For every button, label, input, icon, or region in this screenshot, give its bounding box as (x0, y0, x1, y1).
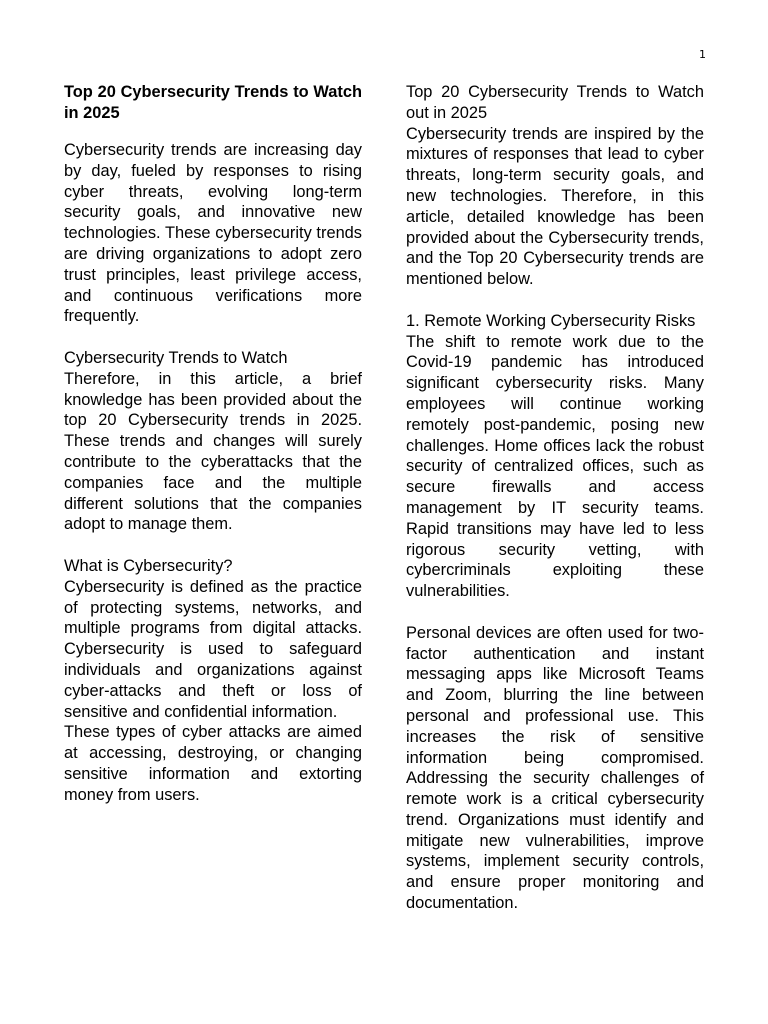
section-heading-what-is-cybersecurity: What is Cybersecurity? (64, 556, 233, 575)
what-is-cybersecurity-paragraph: Cybersecurity is defined as the practice of protecting systems, networks, and multiple programs from digital attacks. Cybersecurity is used to safeguard individuals and organizations against cyber-attacks and theft or loss of sensitive and confidential information. (64, 577, 362, 721)
personal-devices-paragraph: Personal devices are often used for two-factor authentication and instant messaging apps like Microsoft Teams and Zoom, blurring the line between personal and professional use. This increases the risk of sensitive information being compromised. Addressing the security challenges of remote work is a critical cybersecurity trend. Organizations must identify and mitigate new vulnerabilities, improve systems, implement security controls, and ensure proper monitoring and documentation. (406, 623, 704, 913)
right-column (406, 82, 704, 914)
trends-to-watch-paragraph: Therefore, in this article, a brief knowledge has been provided about the top 20 Cybersecurity trends in 2025. These trends and changes will surely contribute to the cyberattacks that the companies face and the multiple different solutions that the companies adopt to manage them. (64, 369, 362, 534)
right-intro-paragraph: Cybersecurity trends are inspired by the mixtures of responses that lead to cyber threats, long-term security goals, and new technologies. Therefore, in this article, detailed knowledge has been provided about the Cybersecurity trends, and the Top 20 Cybersecurity trends are mentioned below. (406, 124, 704, 289)
cyber-attacks-paragraph: These types of cyber attacks are aimed at accessing, destroying, or changing sensitive information and extorting money from users. (64, 723, 362, 804)
page-number: 1 (699, 48, 706, 61)
remote-working-paragraph: The shift to remote work due to the Covid-19 pandemic has introduced significant cybersecurity risks. Many employees will continue working remotely post-pandemic, posing new challenges. Home offices lack the robust security of centralized offices, such as secure firewalls and access management by IT security teams. Rapid transitions may have led to less rigorous security vetting, with cybercriminals exploiting these vulnerabilities. (406, 332, 704, 601)
left-column (64, 82, 362, 806)
item-heading-remote-working: 1. Remote Working Cybersecurity Risks (406, 311, 696, 330)
intro-paragraph: Cybersecurity trends are increasing day by day, fueled by responses to rising cyber threats, evolving long-term security goals, and innovative new technologies. These cybersecurity trends are driving organizations to adopt zero trust principles, least privilege access, and continuous verifications more frequently. (64, 141, 362, 326)
section-heading-trends-to-watch: Cybersecurity Trends to Watch (64, 348, 288, 367)
right-column-heading: Top 20 Cybersecurity Trends to Watch out in 2025 (406, 83, 704, 122)
article-title: Top 20 Cybersecurity Trends to Watch in 2025 (64, 83, 362, 122)
